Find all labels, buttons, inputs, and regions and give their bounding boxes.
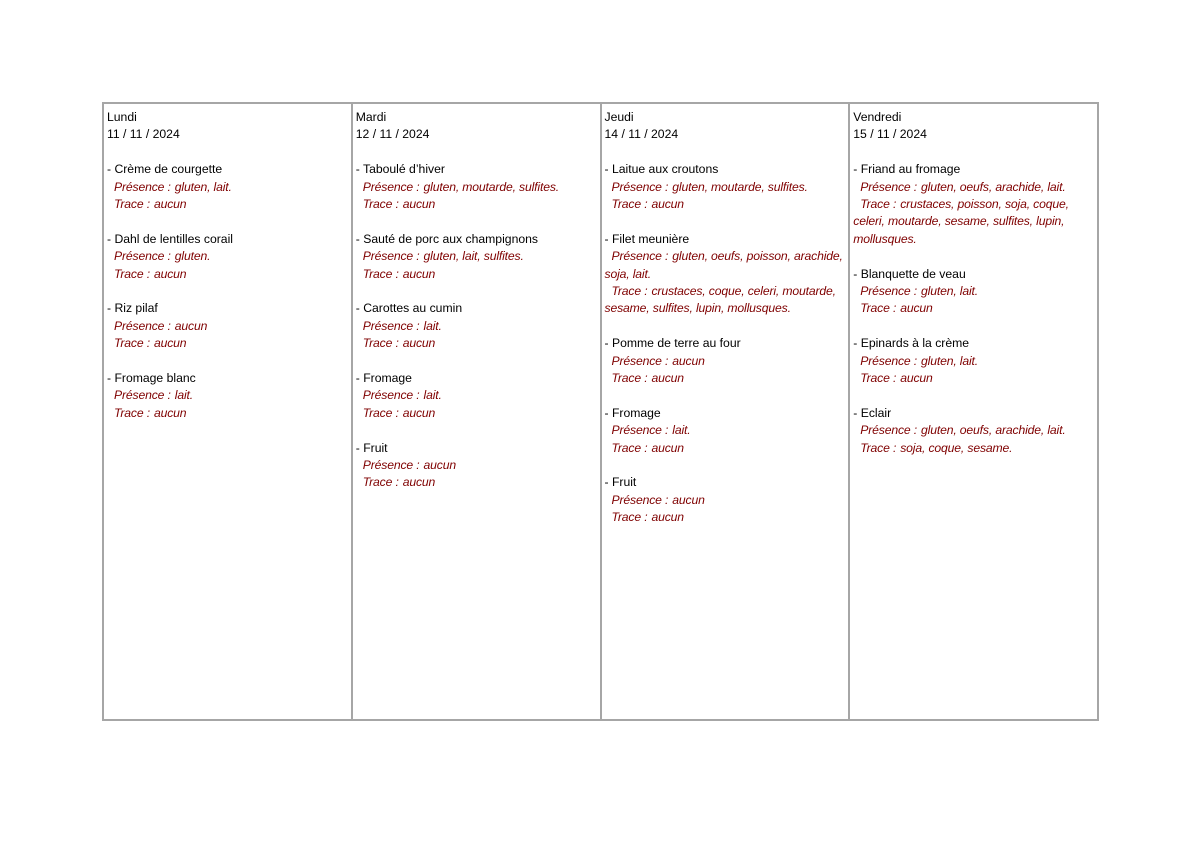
day-column-vendredi: [850, 104, 1097, 719]
trace-value: aucun: [153, 336, 187, 351]
dish-name: - Eclair: [853, 405, 892, 420]
dish-name: - Taboulé d’hiver: [355, 162, 445, 177]
presence-line: [356, 248, 597, 265]
trace-line: [107, 196, 348, 213]
presence-label: Présence :: [860, 284, 918, 299]
presence-line: [605, 179, 846, 196]
presence-label: Présence :: [611, 353, 669, 368]
trace-line: [605, 196, 846, 213]
dish-item: [356, 161, 597, 213]
dish-name: - Filet meunière: [604, 231, 690, 246]
trace-line: [605, 440, 846, 457]
trace-line: [107, 266, 348, 283]
trace-line: [107, 335, 348, 352]
trace-line: [356, 196, 597, 213]
trace-label: Trace :: [860, 371, 897, 386]
dish-item: [605, 474, 846, 526]
presence-line: [356, 387, 597, 404]
presence-label: Présence :: [362, 249, 420, 264]
trace-label: Trace :: [114, 405, 150, 420]
dish-name: - Fromage: [355, 371, 412, 386]
trace-value: aucun: [651, 197, 684, 212]
dish-item: [605, 335, 846, 387]
trace-line: [853, 196, 1094, 248]
trace-label: Trace :: [362, 405, 399, 420]
trace-value: aucun: [402, 475, 436, 490]
dish-item: [853, 266, 1094, 318]
trace-line: [605, 370, 846, 387]
trace-line: [356, 405, 597, 422]
day-date: 11 / 11 / 2024: [107, 127, 180, 142]
dish-name: - Sauté de porc aux champignons: [355, 231, 538, 246]
day-date: 15 / 11 / 2024: [853, 127, 927, 142]
presence-label: Présence :: [860, 353, 918, 368]
dish-name: - Laitue aux croutons: [604, 162, 719, 177]
presence-label: Présence :: [611, 249, 669, 264]
trace-label: Trace :: [362, 336, 399, 351]
day-name: Jeudi: [604, 110, 634, 124]
dish-item: [107, 370, 348, 422]
presence-line: [853, 179, 1094, 196]
dish-name: - Fromage: [604, 405, 661, 420]
trace-line: [853, 370, 1094, 387]
presence-line: [853, 353, 1094, 370]
presence-line: [356, 179, 597, 196]
presence-label: Présence :: [860, 423, 918, 438]
dish-name: - Blanquette de veau: [853, 266, 966, 281]
trace-label: Trace :: [362, 266, 399, 281]
trace-label: Trace :: [362, 197, 399, 212]
dish-name: - Riz pilaf: [107, 301, 158, 316]
day-name: Mardi: [355, 110, 387, 124]
trace-label: Trace :: [611, 510, 648, 525]
day-name: Vendredi: [853, 110, 902, 124]
trace-label: Trace :: [860, 301, 897, 316]
presence-value: lait.: [174, 388, 193, 403]
trace-value: aucun: [651, 440, 684, 455]
presence-label: Présence :: [611, 423, 669, 438]
weekly-menu-table: [102, 102, 1099, 721]
dish-item: [107, 161, 348, 213]
trace-value: aucun: [651, 371, 684, 386]
dish-item: [605, 161, 846, 213]
trace-value: soja, coque, sesame.: [900, 440, 1013, 455]
trace-value: crustaces, coque, celeri, moutarde, sesame, sulfites, lupin, mollusques.: [604, 284, 836, 316]
dish-item: [356, 440, 597, 492]
trace-label: Trace :: [611, 197, 648, 212]
dish-item: [853, 335, 1094, 387]
trace-value: aucun: [900, 301, 933, 316]
trace-line: [605, 283, 846, 318]
day-column-lundi: [104, 104, 353, 719]
trace-line: [356, 474, 597, 491]
trace-line: [107, 405, 348, 422]
day-column-mardi: [353, 104, 602, 719]
dish-name: - Dahl de lentilles corail: [107, 231, 233, 246]
dish-name: - Friand au fromage: [853, 162, 961, 177]
day-column-jeudi: [602, 104, 851, 719]
day-date: 12 / 11 / 2024: [355, 127, 430, 142]
dish-name: - Fruit: [355, 440, 388, 455]
trace-label: Trace :: [860, 197, 897, 212]
dish-item: [605, 231, 846, 318]
presence-label: Présence :: [362, 179, 420, 194]
trace-value: aucun: [900, 371, 933, 386]
presence-line: [853, 283, 1094, 300]
trace-line: [605, 509, 846, 526]
presence-line: [605, 248, 846, 283]
presence-line: [107, 318, 348, 335]
trace-line: [356, 335, 597, 352]
presence-value: aucun: [423, 458, 456, 473]
trace-label: Trace :: [611, 440, 648, 455]
presence-value: gluten, moutarde, sulfites.: [672, 179, 808, 194]
dish-item: [356, 231, 597, 283]
presence-value: lait.: [423, 388, 442, 403]
presence-line: [356, 318, 597, 335]
presence-value: gluten, lait.: [174, 179, 232, 194]
dish-item: [853, 161, 1094, 248]
dish-item: [853, 405, 1094, 457]
presence-line: [605, 353, 846, 370]
presence-line: [853, 422, 1094, 439]
presence-label: Présence :: [860, 179, 918, 194]
dish-name: - Fruit: [604, 475, 637, 490]
dish-item: [107, 231, 348, 283]
dish-item: [107, 300, 348, 352]
presence-line: [605, 422, 846, 439]
presence-value: lait.: [423, 318, 442, 333]
dish-name: - Crème de courgette: [107, 162, 223, 177]
dish-name: - Epinards à la crème: [853, 336, 970, 351]
presence-value: aucun: [174, 318, 208, 333]
presence-value: aucun: [672, 353, 705, 368]
trace-value: aucun: [402, 405, 436, 420]
presence-value: gluten, lait.: [921, 353, 979, 368]
trace-label: Trace :: [611, 371, 648, 386]
presence-label: Présence :: [114, 318, 171, 333]
trace-line: [853, 440, 1094, 457]
dish-name: - Pomme de terre au four: [604, 336, 741, 351]
presence-label: Présence :: [611, 179, 669, 194]
dish-name: - Carottes au cumin: [355, 301, 463, 316]
trace-line: [356, 266, 597, 283]
trace-label: Trace :: [114, 266, 150, 281]
presence-value: gluten, lait, sulfites.: [423, 249, 524, 264]
trace-value: crustaces, poisson, soja, coque, celeri, moutarde, sesame, sulfites, lupin, mollusques.: [853, 197, 1069, 246]
trace-value: aucun: [153, 197, 187, 212]
day-date: 14 / 11 / 2024: [604, 127, 679, 142]
dish-item: [605, 405, 846, 457]
trace-label: Trace :: [860, 440, 897, 455]
presence-value: gluten, moutarde, sulfites.: [423, 179, 560, 194]
trace-value: aucun: [402, 266, 436, 281]
trace-value: aucun: [402, 336, 436, 351]
trace-label: Trace :: [362, 475, 399, 490]
presence-value: gluten, lait.: [921, 284, 979, 299]
dish-name: - Fromage blanc: [107, 371, 196, 386]
trace-value: aucun: [402, 197, 436, 212]
presence-line: [107, 179, 348, 196]
presence-value: aucun: [672, 492, 705, 507]
trace-label: Trace :: [114, 336, 150, 351]
presence-value: gluten, oeufs, arachide, lait.: [921, 423, 1066, 438]
presence-value: gluten, oeufs, arachide, lait.: [921, 179, 1066, 194]
presence-line: [356, 457, 597, 474]
presence-label: Présence :: [362, 318, 420, 333]
dish-item: [356, 300, 597, 352]
trace-label: Trace :: [114, 197, 150, 212]
presence-label: Présence :: [362, 388, 420, 403]
trace-value: aucun: [153, 405, 187, 420]
presence-line: [107, 248, 348, 265]
presence-label: Présence :: [362, 458, 420, 473]
presence-label: Présence :: [114, 249, 171, 264]
trace-value: aucun: [153, 266, 187, 281]
trace-label: Trace :: [611, 284, 648, 299]
presence-value: lait.: [672, 423, 691, 438]
day-name: Lundi: [107, 110, 137, 124]
presence-label: Présence :: [611, 492, 669, 507]
presence-line: [107, 387, 348, 404]
presence-label: Présence :: [114, 388, 171, 403]
presence-line: [605, 492, 846, 509]
presence-value: gluten, oeufs, poisson, arachide, soja, lait.: [604, 249, 843, 281]
trace-line: [853, 300, 1094, 317]
trace-value: aucun: [651, 510, 684, 525]
dish-item: [356, 370, 597, 422]
presence-label: Présence :: [114, 179, 171, 194]
presence-value: gluten.: [174, 249, 211, 264]
